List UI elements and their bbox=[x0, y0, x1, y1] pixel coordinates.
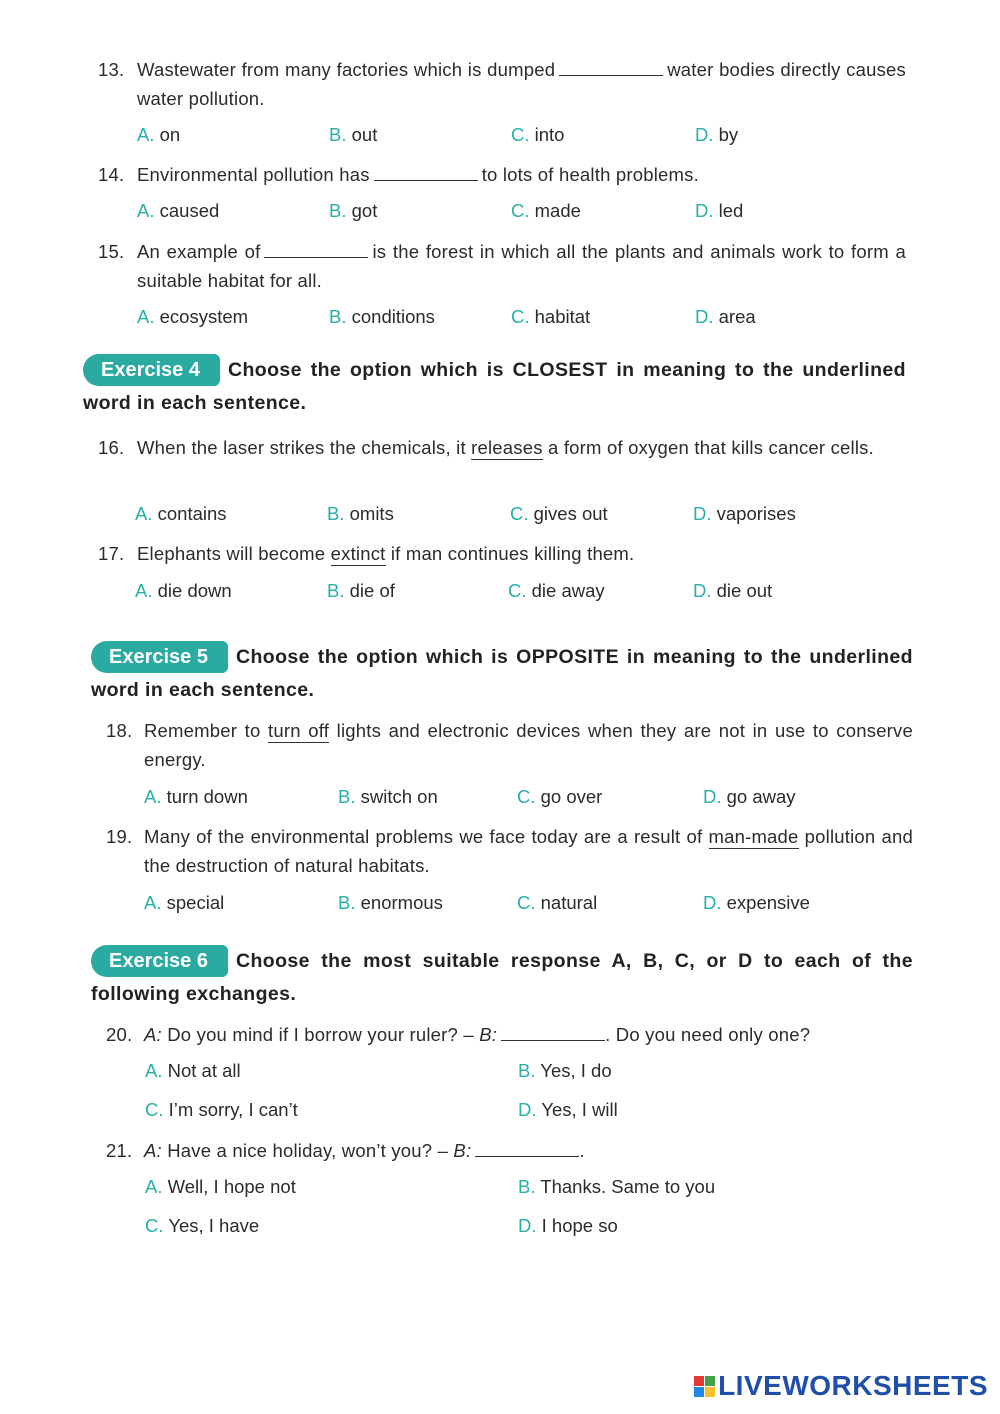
option-c[interactable]: C. into bbox=[511, 124, 565, 145]
question-text-before: Elephants will become bbox=[137, 543, 326, 564]
option-c[interactable]: C. I’m sorry, I can’t bbox=[145, 1099, 298, 1120]
question-16 bbox=[98, 433, 906, 462]
dialogue-line-a: Have a nice holiday, won’t you? – bbox=[167, 1140, 449, 1161]
option-d[interactable]: D. die out bbox=[693, 580, 773, 601]
option-b[interactable]: B. got bbox=[329, 200, 378, 221]
question-14 bbox=[98, 160, 906, 189]
option-c[interactable]: C. Yes, I have bbox=[145, 1215, 260, 1236]
option-a[interactable]: A. turn down bbox=[144, 786, 248, 807]
question-text-before: Remember to bbox=[144, 720, 261, 741]
liveworksheets-logo[interactable] bbox=[694, 1370, 988, 1402]
option-d[interactable]: D. I hope so bbox=[518, 1215, 618, 1236]
option-a[interactable]: A. caused bbox=[137, 200, 220, 221]
answer-blank[interactable] bbox=[559, 58, 663, 76]
question-number: 20. bbox=[106, 1024, 133, 1045]
question-number: 14. bbox=[98, 164, 125, 185]
option-c[interactable]: C. gives out bbox=[510, 503, 608, 524]
underlined-word: releases bbox=[471, 437, 543, 458]
option-b[interactable]: B. Thanks. Same to you bbox=[518, 1176, 716, 1197]
question-number: 21. bbox=[106, 1140, 133, 1161]
exercise-instruction: Choose the most suitable response A, B, C, or D to each of the following exchanges. bbox=[91, 950, 913, 1005]
option-d[interactable]: D. by bbox=[695, 124, 739, 145]
dialogue-line-a: Do you mind if I borrow your ruler? – bbox=[167, 1024, 474, 1045]
option-d[interactable]: D. area bbox=[695, 306, 756, 327]
speaker-a: A: bbox=[144, 1024, 162, 1045]
question-number: 18. bbox=[106, 720, 133, 741]
option-d[interactable]: D. led bbox=[695, 200, 744, 221]
question-18 bbox=[106, 716, 913, 774]
underlined-word: extinct bbox=[330, 543, 386, 564]
option-d[interactable]: D. go away bbox=[703, 786, 796, 807]
option-d[interactable]: D. vaporises bbox=[693, 503, 796, 524]
logo-grid-icon bbox=[694, 1376, 715, 1397]
exercise-4-heading bbox=[83, 354, 906, 420]
option-c[interactable]: C. habitat bbox=[511, 306, 591, 327]
question-text-after: pollution and the destruction of natural habitats. bbox=[144, 826, 913, 876]
option-a[interactable]: A. Well, I hope not bbox=[145, 1176, 296, 1197]
answer-blank[interactable] bbox=[264, 240, 368, 258]
question-21 bbox=[106, 1136, 913, 1165]
option-b[interactable]: B. enormous bbox=[338, 892, 443, 913]
answer-blank[interactable] bbox=[475, 1139, 579, 1157]
underlined-word: turn off bbox=[268, 720, 330, 741]
option-a[interactable]: A. special bbox=[144, 892, 225, 913]
exercise-5-heading bbox=[91, 641, 913, 707]
option-d[interactable]: D. Yes, I will bbox=[518, 1099, 618, 1120]
question-text-after: lights and electronic devices when they are not in use to conserve energy. bbox=[144, 720, 913, 770]
option-a[interactable]: A. contains bbox=[135, 503, 227, 524]
option-d[interactable]: D. expensive bbox=[703, 892, 810, 913]
question-13 bbox=[98, 55, 906, 113]
option-b[interactable]: B. Yes, I do bbox=[518, 1060, 612, 1081]
option-c[interactable]: C. die away bbox=[508, 580, 605, 601]
option-b[interactable]: B. switch on bbox=[338, 786, 438, 807]
option-b[interactable]: B. out bbox=[329, 124, 378, 145]
question-text-before: Wastewater from many factories which is dumped bbox=[137, 59, 556, 80]
question-text-after: is the forest in which all the plants and animals work to form a suitable habitat for all. bbox=[137, 241, 906, 291]
question-text-before: When the laser strikes the chemicals, it bbox=[137, 437, 466, 458]
logo-square bbox=[694, 1376, 704, 1386]
exercise-instruction: Choose the option which is CLOSEST in meaning to the underlined word in each sentence. bbox=[83, 359, 906, 414]
underlined-word: man-made bbox=[708, 826, 799, 847]
question-number: 13. bbox=[98, 59, 125, 80]
question-text-after: if man continues killing them. bbox=[390, 543, 635, 564]
question-19 bbox=[106, 822, 913, 880]
exercise-badge: Exercise 6 bbox=[91, 945, 224, 977]
speaker-b: B: bbox=[453, 1140, 472, 1161]
logo-square bbox=[705, 1376, 715, 1386]
option-c[interactable]: C. go over bbox=[517, 786, 603, 807]
exercise-badge: Exercise 4 bbox=[83, 354, 216, 386]
question-text-after: to lots of health problems. bbox=[481, 164, 699, 185]
question-number: 17. bbox=[98, 543, 125, 564]
question-number: 15. bbox=[98, 241, 125, 262]
exercise-badge: Exercise 5 bbox=[91, 641, 224, 673]
option-c[interactable]: C. natural bbox=[517, 892, 598, 913]
option-c[interactable]: C. made bbox=[511, 200, 581, 221]
option-a[interactable]: A. Not at all bbox=[145, 1060, 241, 1081]
question-text-after: a form of oxygen that kills cancer cells. bbox=[548, 437, 874, 458]
question-text-before: An example of bbox=[137, 241, 261, 262]
option-b[interactable]: B. omits bbox=[327, 503, 394, 524]
speaker-a: A: bbox=[144, 1140, 162, 1161]
dialogue-after: . Do you need only one? bbox=[605, 1024, 811, 1045]
logo-text: LIVEWORKSHEETS bbox=[718, 1370, 988, 1401]
answer-blank[interactable] bbox=[501, 1023, 605, 1041]
option-a[interactable]: A. die down bbox=[135, 580, 232, 601]
dialogue-after: . bbox=[579, 1140, 585, 1161]
option-a[interactable]: A. on bbox=[137, 124, 181, 145]
logo-square bbox=[705, 1387, 715, 1397]
exercise-6-heading bbox=[91, 945, 913, 1011]
question-text-before: Many of the environmental problems we face today are a result of bbox=[144, 826, 703, 847]
option-b[interactable]: B. conditions bbox=[329, 306, 435, 327]
option-a[interactable]: A. ecosystem bbox=[137, 306, 249, 327]
question-text-before: Environmental pollution has bbox=[137, 164, 370, 185]
question-20 bbox=[106, 1020, 913, 1049]
question-number: 19. bbox=[106, 826, 133, 847]
question-17 bbox=[98, 539, 906, 568]
speaker-b: B: bbox=[479, 1024, 498, 1045]
question-number: 16. bbox=[98, 437, 125, 458]
question-text-after: water bodies directly causes water pollution. bbox=[137, 59, 906, 109]
answer-blank[interactable] bbox=[374, 163, 478, 181]
option-b[interactable]: B. die of bbox=[327, 580, 395, 601]
exercise-instruction: Choose the option which is OPPOSITE in meaning to the underlined word in each sentence. bbox=[91, 646, 913, 701]
question-15 bbox=[98, 237, 906, 295]
logo-square bbox=[694, 1387, 704, 1397]
